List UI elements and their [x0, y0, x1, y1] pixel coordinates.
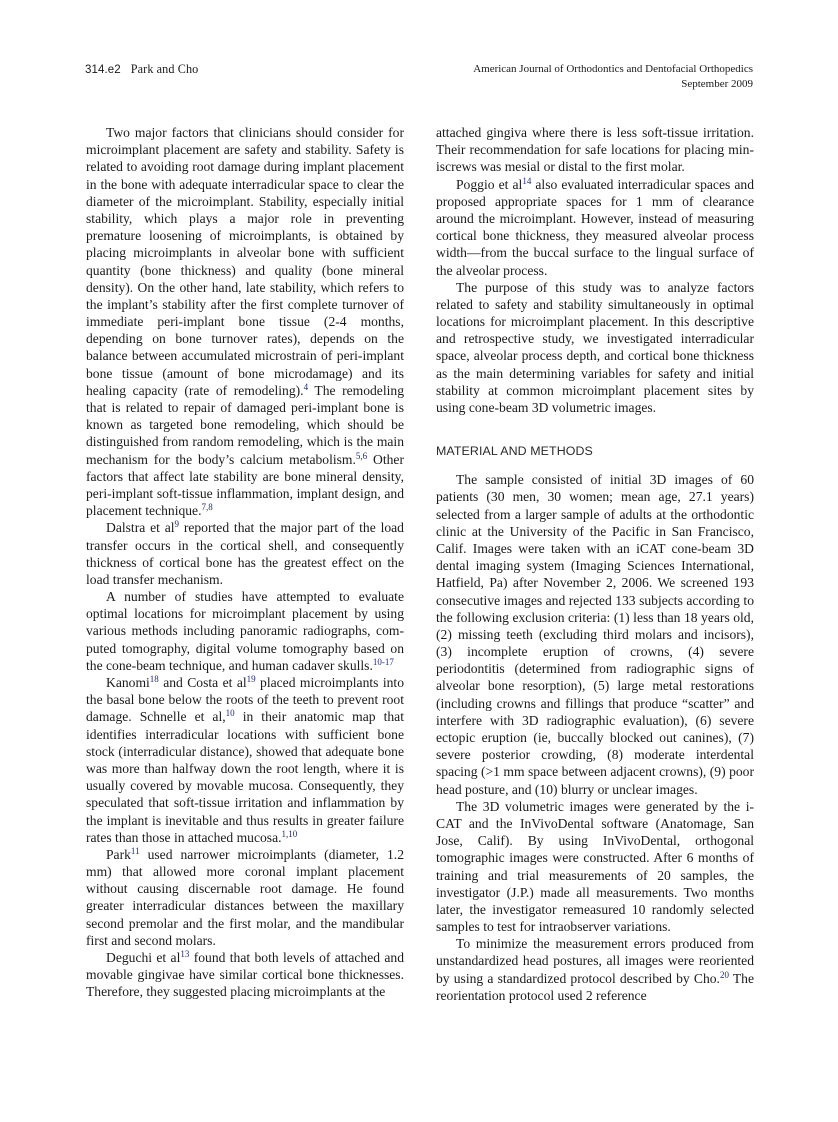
paragraph — [436, 471, 754, 798]
citation-link[interactable]: 10 — [225, 708, 235, 719]
paragraph — [436, 935, 754, 1004]
paragraph — [86, 674, 404, 846]
citation-link[interactable]: 14 — [522, 175, 532, 186]
paragraph — [86, 124, 404, 519]
paragraph — [86, 588, 404, 674]
paragraph — [436, 279, 754, 417]
paragraph-text: also evaluated interradicular spaces and proposed appropriate spaces for 1 mm of clearance around the microimplant. However, instead of measuring cortical bone thickness, they measured alveolar process width—from the buccal surface to the lingual surface of the alveolar process. — [436, 176, 754, 278]
journal-title: American Journal of Orthodontics and Dentofacial Orthopedics — [473, 63, 753, 75]
section-heading: MATERIAL AND METHODS — [436, 444, 593, 459]
paragraph-text: and Costa et al — [158, 675, 247, 690]
issue-date: September 2009 — [681, 78, 753, 90]
paragraph-text: placed microimplants into the basal bone below the roots of the teeth to prevent root damage. Schnelle et al, — [86, 675, 405, 725]
paragraph-text: A number of studies have attempted to evaluate optimal locations for microimplant placement by using various methods including panoramic radiographs, computed tomography, digital volume tomography based on the cone-beam technique, and human cadaver skulls. — [86, 589, 404, 673]
citation-link[interactable]: 1,10 — [281, 828, 298, 839]
citation-link[interactable]: 20 — [719, 969, 729, 980]
paragraph-text: reported that the major part of the load transfer occurs in the cortical shell, and consequently thickness of cortical bone has the greatest effect on the load transfer mechanism. — [86, 520, 404, 587]
paragraph-text: The sample consisted of initial 3D images of 60 patients (30 men, 30 women; mean age, 27.1 years) selected from a larger sample of adults at the orthodontic clinic at the University of the Pacific in San Francisco, Calif. Images were taken with an iCAT cone-beam 3D dental imaging system (Imaging Sciences International, Hatfield, Pa) after November 2, 2006. We screened 193 consecutive images and rejected 133 subjects according to the following exclusion criteria: (1) less than 18 years old, (2) missing teeth (excluding third molars and incisors), (3) incomplete eruption of crowns, (4) severe periodontitis (determined from radiographic signs of alveolar bone resorption), (5) large metal restorations (including crowns and fillings that produce “scatter” and interfere with 3D radiographic evaluation), (6) severe ectopic eruption (ie, buccally blocked out canines), (7) severe posterior crowding, (8) moderate interdental spacing (>1 mm space between adjacent crowns), (9) poor head posture, and (10) blurry or unclear images. — [436, 472, 754, 797]
paragraph-text: The purpose of this study was to analyze factors related to safety and stability simultaneously in optimal locations for microimplant placement. In this descriptive and retrospective study, we investigated interradicular space, alveolar process depth, and cortical bone thickness as the main determining variables for safety and initial stability at common microimplant placement sites by using cone-beam 3D volumetric images. — [436, 279, 754, 415]
paragraph — [86, 949, 404, 1001]
running-header-left — [85, 62, 198, 77]
paragraph — [436, 124, 754, 176]
paragraph-text: in their anatomic map that identifies interradicular locations with sufficient bone stock (interradicular distance), showed that adequate bone was more than halfway down the root length, where it is usually covered by movable mucosa. Consequently, they speculated that soft-tissue irritation and inflammation by the implant is inevitable and thus results in greater failure rates than those in attached mucosa. — [86, 709, 404, 845]
left-column — [86, 124, 404, 1001]
paragraph-text: Park — [106, 846, 131, 862]
citation-link[interactable]: 4 — [303, 381, 309, 392]
citation-link[interactable]: 7,8 — [201, 502, 213, 513]
paragraph-text: Dalstra et al — [106, 520, 175, 536]
paragraph — [86, 519, 404, 588]
page-number: 314.e2 — [85, 64, 121, 76]
paragraph — [436, 176, 754, 279]
citation-link[interactable]: 19 — [246, 674, 256, 684]
paragraph-text: Kanomi — [106, 675, 150, 690]
citation-link[interactable]: 18 — [149, 674, 159, 684]
paragraph-text: found that both levels of attached and movable gingivae have similar cortical bone thicknesses. Therefore, they suggested placing microimplants at the — [86, 950, 404, 1000]
paragraph-text: attached gingiva where there is less soft-tissue irritation. Their recommendation for safe locations for placing miniscrews was mesial or distal to the first molar. — [436, 125, 754, 175]
citation-link[interactable]: 9 — [174, 519, 180, 530]
paragraph-text: The 3D volumetric images were generated by the i-CAT and the InVivoDental software (Anatomage, San Jose, Calif). By using InVivoDental, orthogonal tomographic images were constructed. After 6 months of training and trial measurements of 20 samples, the investigator (J.P.) made all measurements. Two months later, the investigator remeasured 10 randomly selected samples to test for intraobserver variations. — [436, 798, 754, 935]
paragraph — [436, 798, 754, 936]
paragraph-text: Poggio et al — [456, 176, 523, 192]
citation-link[interactable]: 13 — [180, 949, 190, 959]
paragraph-text: The reorientation protocol used 2 reference — [436, 970, 755, 1003]
paragraph-text: To minimize the measurement errors produced from unstandardized head postures, all images were reoriented by using a standardized protocol described by Cho. — [436, 936, 754, 986]
paragraph-text: Two major factors that clinicians should consider for microimplant placement are safety and stability. Safety is related to avoiding root damage during implant placement in the bone with adequate interradicular space to clear the diameter of the microimplant. Stability, especially initial stability, which plays a major role in preventing premature loosening of microimplants, is obtained by placing microimplants in alveolar bone with sufficient quantity (bone thickness) and quality (bone mineral density). On the other hand, late stability, which refers to the implant’s stability after the first complete turnover of immediate peri-implant bone tissue (2-4 months, depending on bone turnover rates), depends on the balance between accumulated microstrain of peri-implant bone tissue (amount of bone microdamage) and its healing capacity (rate of remodeling). — [86, 125, 404, 398]
paragraph — [86, 846, 404, 949]
running-authors: Park and Cho — [130, 62, 199, 76]
citation-link[interactable]: 11 — [130, 845, 140, 856]
paragraph-text: Other factors that affect late stability are bone mineral density, peri-implant soft-tissue inflammation, implant design, and placement technique. — [86, 451, 404, 519]
paragraph-text: Deguchi et al — [106, 950, 181, 965]
paragraph-text: used narrower microimplants (diameter, 1.2 mm) that allowed more coronal implant placement without causing discernable root damage. He found greater interradicular distances between the maxillary second premolar and the first molar, and the mandibular first and second molars. — [86, 846, 404, 948]
citation-link[interactable]: 5,6 — [355, 450, 368, 461]
running-header-right — [473, 62, 753, 92]
paragraph-text: The remodeling that is related to repair of damaged peri-implant bone is known as targeted bone remodeling, which should be distinguished from random remodeling, which is the main mechanism for the body’s calcium metabolism. — [86, 382, 404, 467]
right-column — [436, 124, 754, 1004]
citation-link[interactable]: 10-17 — [372, 656, 394, 667]
